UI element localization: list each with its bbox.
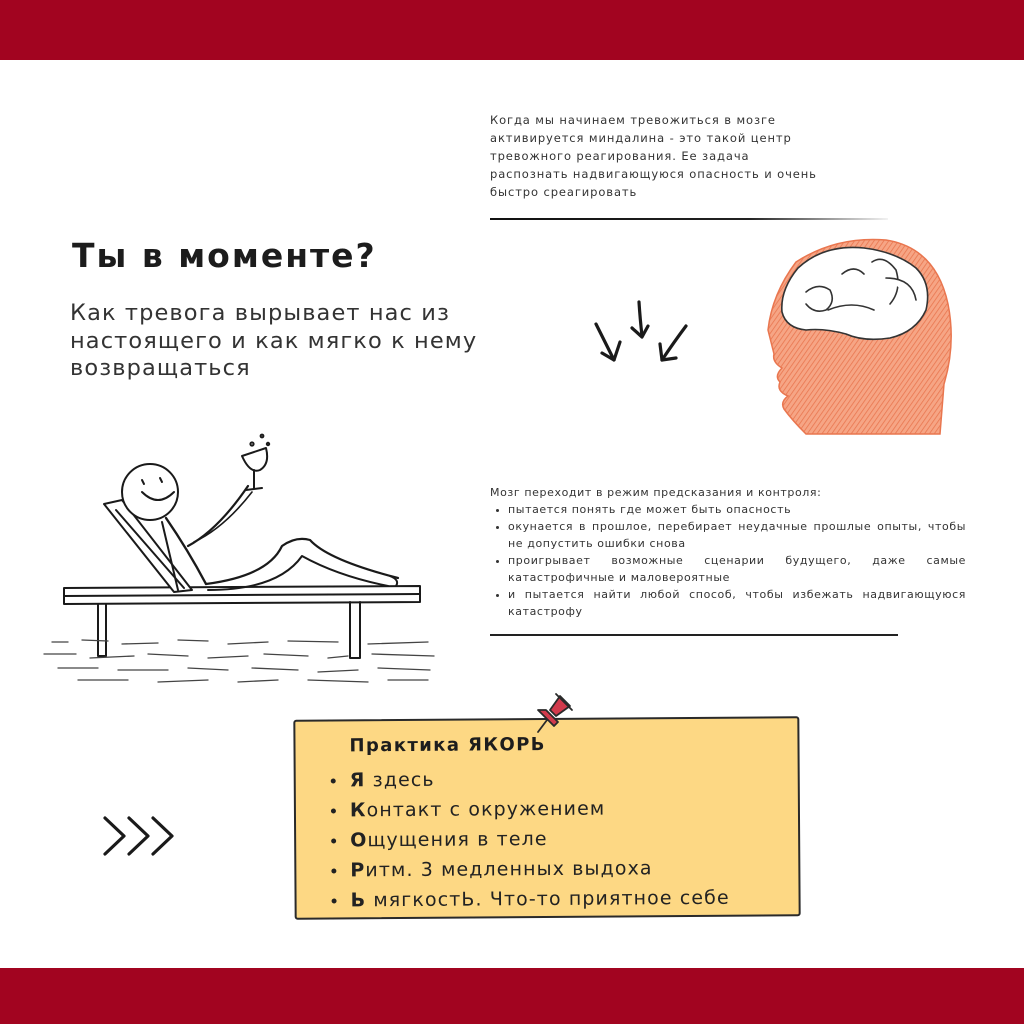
list-item: • пытается понять где может быть опасность [508,501,966,518]
intro-text [490,111,860,201]
head-brain-illustration [766,234,956,436]
top-band [0,0,1024,60]
practice-list [330,763,730,916]
page-title: Ты в моменте? [72,236,377,275]
anchor-text: итм. 3 медленных выдоха [365,857,653,882]
anchor-letter: Я [349,769,366,792]
anchor-letter: Ь [350,889,367,912]
list-item [348,883,729,916]
intro-line: тревожного реагирования. Ее задача [490,149,750,163]
pushpin-icon [530,688,574,736]
list-item [348,823,729,856]
brain-mode-heading: Мозг переходит в режим предсказания и контроля: [490,486,822,499]
anchor-text: мягкостЬ. Что-то приятное себе [366,886,730,912]
arrows-down-icon [592,298,692,370]
bottom-band [0,968,1024,1024]
divider [490,634,898,636]
practice-title: Практика ЯКОРЬ [349,734,546,757]
list-item: • и пытается найти любой способ, чтобы избежать надвигающуюся катастрофу [508,586,966,620]
intro-line: Когда мы начинаем тревожиться в мозге [490,113,776,127]
anchor-text: онтакт с окружением [366,797,606,822]
practice-sticky-note [293,716,800,920]
brain-mode-list [490,501,966,620]
page-subtitle: Как тревога вырывает нас из настоящего и как мягко к нему возвращаться [70,300,478,381]
divider [490,218,888,220]
intro-line: быстро среагировать [490,185,638,199]
anchor-letter: К [349,799,367,822]
anchor-text: щущения в теле [367,827,548,852]
intro-line: распознать надвигающуюся опасность и очень [490,167,817,181]
list-item: • окунается в прошлое, перебирает неудачные прошлые опыты, чтобы не допустить ошибки снова [508,518,966,552]
anchor-letter: Р [350,859,366,882]
brain-mode-text [490,484,966,620]
stickman-lounger-illustration [38,430,438,688]
anchor-text: здесь [365,768,435,792]
list-item: • проигрывает возможные сценарии будущего, даже самые катастрофичные и маловероятные [508,552,966,586]
intro-line: активируется миндалина - это такой центр [490,131,792,145]
list-item [348,793,729,826]
chevrons-right-icon [102,814,178,858]
anchor-letter: О [350,829,368,852]
list-item [348,853,729,886]
list-item [348,763,729,796]
